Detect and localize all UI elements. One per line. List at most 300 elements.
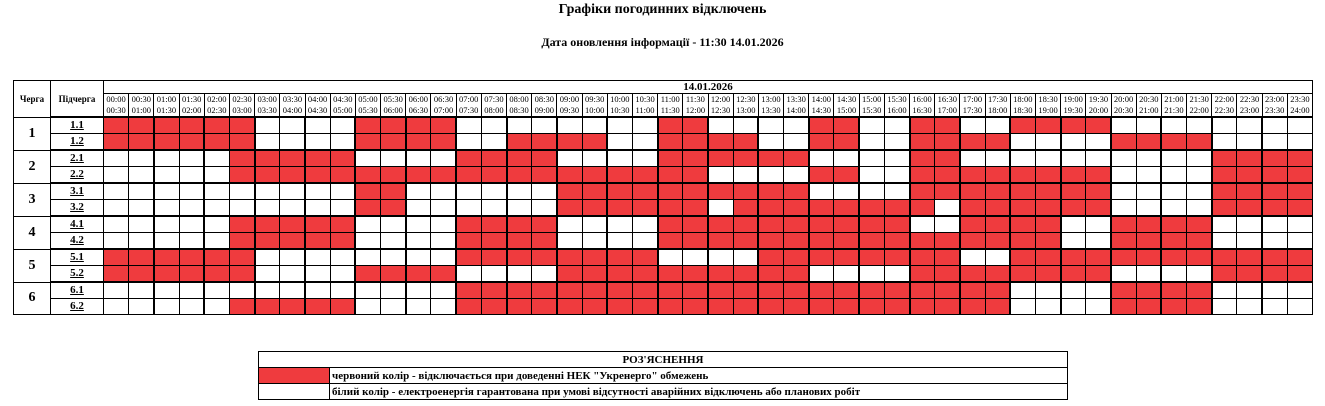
power-cell (532, 117, 557, 134)
time-start: 02:00 (207, 94, 227, 104)
outage-cell (632, 200, 657, 217)
time-end: 12:00 (685, 105, 706, 115)
outage-cell (834, 282, 859, 299)
outage-cell (884, 299, 909, 315)
power-cell (507, 117, 532, 134)
power-cell (1136, 167, 1161, 184)
power-cell (1237, 233, 1262, 250)
time-start: 07:00 (459, 94, 479, 104)
power-cell (305, 183, 330, 200)
power-cell (859, 266, 884, 283)
outage-cell (935, 150, 960, 167)
outage-cell (658, 216, 683, 233)
outage-cell (1035, 117, 1060, 134)
power-cell (179, 299, 204, 315)
outage-cell (960, 200, 985, 217)
outage-cell (859, 216, 884, 233)
time-slot-header (330, 94, 355, 118)
power-cell (708, 249, 733, 266)
power-cell (406, 299, 431, 315)
outage-cell (784, 183, 809, 200)
power-cell (884, 134, 909, 151)
time-end: 09:00 (534, 105, 554, 115)
power-cell (935, 216, 960, 233)
outage-cell (532, 134, 557, 151)
time-slot-header (1035, 94, 1060, 118)
outage-cell (607, 266, 632, 283)
outage-cell (809, 200, 834, 217)
outage-cell (204, 266, 229, 283)
power-cell (1061, 299, 1086, 315)
power-cell (632, 233, 657, 250)
outage-cell (1111, 134, 1136, 151)
power-cell (255, 282, 280, 299)
power-cell (1111, 150, 1136, 167)
outage-cell (683, 167, 708, 184)
time-end: 01:00 (131, 105, 151, 115)
outage-cell (381, 167, 406, 184)
power-cell (1086, 233, 1111, 250)
outage-cell (255, 150, 280, 167)
power-cell (1111, 183, 1136, 200)
subqueue-link[interactable]: 6.2 (51, 299, 104, 315)
table-row (14, 299, 1313, 315)
outage-cell (683, 216, 708, 233)
power-cell (1010, 134, 1035, 151)
outage-cell (456, 233, 481, 250)
power-cell (255, 183, 280, 200)
outage-cell (708, 150, 733, 167)
power-cell (910, 216, 935, 233)
power-cell (154, 150, 179, 167)
power-cell (1187, 183, 1212, 200)
outage-cell (1287, 200, 1312, 217)
power-cell (758, 167, 783, 184)
power-cell (1061, 282, 1086, 299)
outage-cell (733, 200, 758, 217)
time-start: 08:30 (534, 94, 554, 104)
outage-cell (1010, 167, 1035, 184)
outage-cell (910, 233, 935, 250)
time-start: 13:00 (761, 94, 781, 104)
outage-cell (784, 249, 809, 266)
outage-cell (204, 134, 229, 151)
subqueue-link[interactable]: 5.1 (51, 249, 104, 266)
time-start: 09:00 (559, 94, 580, 104)
outage-cell (1287, 249, 1312, 266)
time-start: 18:00 (1013, 94, 1033, 104)
outage-cell (632, 183, 657, 200)
outage-cell (683, 183, 708, 200)
outage-cell (607, 249, 632, 266)
power-cell (1287, 233, 1312, 250)
power-cell (481, 117, 506, 134)
time-start: 14:30 (836, 94, 857, 104)
outage-cell (557, 282, 582, 299)
outage-cell (557, 200, 582, 217)
power-cell (1187, 167, 1212, 184)
power-cell (104, 216, 129, 233)
power-cell (1237, 134, 1262, 151)
power-cell (381, 282, 406, 299)
table-row (14, 249, 1313, 266)
time-slot-header (658, 94, 683, 118)
outage-cell (658, 282, 683, 299)
outage-cell (1187, 299, 1212, 315)
outage-cell (683, 150, 708, 167)
time-end: 04:00 (282, 105, 303, 115)
time-slot-header (960, 94, 985, 118)
outage-cell (910, 167, 935, 184)
time-end: 21:30 (1164, 105, 1184, 115)
queue-number: 5 (14, 249, 51, 282)
power-cell (129, 200, 154, 217)
power-cell (305, 117, 330, 134)
outage-cell (1061, 167, 1086, 184)
outage-cell (632, 249, 657, 266)
outage-cell (834, 200, 859, 217)
power-cell (1035, 150, 1060, 167)
subqueue-link[interactable]: 1.1 (51, 117, 104, 134)
outage-cell (834, 134, 859, 151)
outage-cell (658, 266, 683, 283)
time-slot-header (607, 94, 632, 118)
outage-cell (1136, 249, 1161, 266)
time-slot-header (1111, 94, 1136, 118)
outage-cell (985, 233, 1010, 250)
power-cell (632, 150, 657, 167)
outage-cell (1161, 233, 1186, 250)
time-end: 15:30 (862, 105, 882, 115)
outage-cell (708, 266, 733, 283)
outage-cell (1262, 150, 1287, 167)
power-cell (960, 249, 985, 266)
outage-cell (1212, 150, 1237, 167)
outage-cell (1287, 150, 1312, 167)
outage-cell (658, 183, 683, 200)
outage-cell (683, 200, 708, 217)
outage-cell (1010, 266, 1035, 283)
power-cell (1010, 299, 1035, 315)
update-info: Дата оновлення інформації - 11:30 14.01.2026 (541, 35, 784, 49)
outage-cell (557, 134, 582, 151)
time-slot-header (229, 94, 254, 118)
outage-cell (1262, 183, 1287, 200)
subqueue-link[interactable]: 3.1 (51, 183, 104, 200)
outage-cell (758, 150, 783, 167)
power-cell (330, 117, 355, 134)
outage-cell (809, 134, 834, 151)
power-cell (834, 183, 859, 200)
outage-cell (1136, 282, 1161, 299)
power-cell (859, 117, 884, 134)
outage-cell (809, 117, 834, 134)
power-cell (809, 183, 834, 200)
time-start: 00:30 (131, 94, 151, 104)
time-start: 05:00 (358, 94, 378, 104)
power-cell (884, 183, 909, 200)
time-slot-header (406, 94, 431, 118)
power-cell (1237, 299, 1262, 315)
outage-cell (632, 299, 657, 315)
time-slot-header (1287, 94, 1312, 118)
outage-cell (507, 167, 532, 184)
outage-cell (607, 200, 632, 217)
time-end: 16:30 (912, 105, 932, 115)
outage-cell (532, 233, 557, 250)
time-end: 22:30 (1214, 105, 1235, 115)
time-slot-header (683, 94, 708, 118)
power-cell (784, 167, 809, 184)
outage-cell (859, 249, 884, 266)
outage-cell (229, 167, 254, 184)
time-slot-header (1061, 94, 1086, 118)
time-slot-header (582, 94, 607, 118)
outage-cell (884, 249, 909, 266)
power-cell (154, 183, 179, 200)
power-cell (1262, 117, 1287, 134)
outage-cell (179, 249, 204, 266)
power-cell (1161, 117, 1186, 134)
time-slot-header (381, 94, 406, 118)
power-cell (1010, 282, 1035, 299)
outage-cell (582, 299, 607, 315)
time-end: 06:30 (408, 105, 429, 115)
outage-cell (557, 183, 582, 200)
time-slot-header (910, 94, 935, 118)
outage-cell (481, 282, 506, 299)
power-cell (381, 150, 406, 167)
outage-cell (607, 167, 632, 184)
power-cell (104, 299, 129, 315)
power-cell (381, 249, 406, 266)
power-cell (859, 183, 884, 200)
outage-cell (809, 233, 834, 250)
power-cell (456, 266, 481, 283)
time-start: 12:30 (736, 94, 756, 104)
outage-cell (1161, 134, 1186, 151)
outage-cell (406, 266, 431, 283)
outage-cell (456, 167, 481, 184)
power-cell (1161, 266, 1186, 283)
page-title: Графіки погодинних відключень (558, 2, 767, 17)
outage-cell (784, 233, 809, 250)
time-end: 17:30 (962, 105, 983, 115)
outage-cell (884, 282, 909, 299)
power-cell (1111, 117, 1136, 134)
outage-cell (1262, 167, 1287, 184)
power-cell (104, 200, 129, 217)
time-start: 04:30 (333, 94, 353, 104)
table-row (14, 282, 1313, 299)
queue-number: 2 (14, 150, 51, 183)
outage-cell (1287, 183, 1312, 200)
outage-cell (204, 249, 229, 266)
power-cell (355, 216, 380, 233)
table-row (14, 117, 1313, 134)
outage-cell (507, 150, 532, 167)
outage-cell (305, 299, 330, 315)
power-cell (280, 183, 305, 200)
outage-cell (381, 134, 406, 151)
subqueue-link[interactable]: 4.1 (51, 216, 104, 233)
outage-cell (1237, 150, 1262, 167)
power-cell (607, 216, 632, 233)
outage-cell (1287, 266, 1312, 283)
outage-cell (481, 233, 506, 250)
outage-cell (683, 134, 708, 151)
power-cell (280, 200, 305, 217)
outage-cell (330, 299, 355, 315)
power-cell (1262, 216, 1287, 233)
power-cell (129, 167, 154, 184)
outage-cell (1187, 233, 1212, 250)
time-start: 09:30 (584, 94, 605, 104)
power-cell (1161, 167, 1186, 184)
outage-cell (507, 249, 532, 266)
power-cell (859, 167, 884, 184)
power-cell (204, 282, 229, 299)
power-cell (1212, 117, 1237, 134)
outage-cell (1035, 233, 1060, 250)
outage-cell (1287, 167, 1312, 184)
power-cell (305, 249, 330, 266)
outage-cell (607, 299, 632, 315)
time-end: 15:00 (836, 105, 857, 115)
power-cell (1035, 299, 1060, 315)
outage-cell (1035, 249, 1060, 266)
queue-header: Черга (14, 81, 51, 118)
power-cell (1237, 282, 1262, 299)
outage-cell (632, 167, 657, 184)
table-row (14, 216, 1313, 233)
power-cell (1136, 266, 1161, 283)
power-cell (406, 183, 431, 200)
outage-cell (607, 183, 632, 200)
power-cell (1086, 282, 1111, 299)
outage-cell (985, 167, 1010, 184)
time-end: 07:00 (433, 105, 454, 115)
subqueue-link[interactable]: 6.1 (51, 282, 104, 299)
outage-cell (834, 249, 859, 266)
time-slot-header (557, 94, 582, 118)
time-start: 16:00 (912, 94, 932, 104)
time-slot-header (884, 94, 909, 118)
outage-cell (985, 183, 1010, 200)
outage-cell (1061, 183, 1086, 200)
outage-cell (859, 200, 884, 217)
outage-cell (884, 200, 909, 217)
outage-cell (431, 117, 456, 134)
outage-cell (1136, 216, 1161, 233)
power-cell (204, 216, 229, 233)
power-cell (935, 200, 960, 217)
power-cell (129, 233, 154, 250)
subqueue-link[interactable]: 5.2 (51, 266, 104, 283)
time-start: 03:00 (257, 94, 277, 104)
power-cell (884, 150, 909, 167)
outage-cell (481, 299, 506, 315)
subqueue-link[interactable]: 4.2 (51, 233, 104, 250)
time-start: 19:30 (1088, 94, 1109, 104)
outage-cell (154, 249, 179, 266)
time-end: 22:00 (1189, 105, 1209, 115)
power-cell (1187, 150, 1212, 167)
subqueue-link[interactable]: 1.2 (51, 134, 104, 151)
power-cell (104, 150, 129, 167)
power-cell (532, 200, 557, 217)
date-header: 14.01.2026 (104, 81, 1313, 94)
power-cell (884, 266, 909, 283)
outage-cell (733, 299, 758, 315)
outage-cell (1035, 183, 1060, 200)
outage-cell (1061, 200, 1086, 217)
outage-cell (1111, 282, 1136, 299)
time-slot-header (456, 94, 481, 118)
outage-cell (582, 200, 607, 217)
outage-cell (733, 233, 758, 250)
outage-cell (910, 200, 935, 217)
outage-cell (1111, 249, 1136, 266)
power-cell (1212, 299, 1237, 315)
outage-cell (381, 117, 406, 134)
power-cell (179, 183, 204, 200)
time-start: 21:00 (1164, 94, 1184, 104)
time-start: 10:30 (635, 94, 655, 104)
outage-cell (406, 134, 431, 151)
subqueue-link[interactable]: 2.1 (51, 150, 104, 167)
outage-cell (758, 183, 783, 200)
outage-cell (179, 134, 204, 151)
power-cell (229, 282, 254, 299)
outage-cell (305, 233, 330, 250)
power-cell (431, 183, 456, 200)
subqueue-link[interactable]: 3.2 (51, 200, 104, 217)
outage-cell (809, 299, 834, 315)
power-cell (758, 134, 783, 151)
power-cell (834, 150, 859, 167)
outage-cell (1086, 117, 1111, 134)
power-cell (834, 266, 859, 283)
outage-cell (1136, 134, 1161, 151)
outage-cell (532, 216, 557, 233)
outage-cell (582, 266, 607, 283)
outage-cell (305, 167, 330, 184)
power-cell (255, 117, 280, 134)
outage-cell (935, 299, 960, 315)
time-start: 11:30 (685, 94, 705, 104)
outage-cell (960, 183, 985, 200)
outage-cell (229, 299, 254, 315)
outage-cell (330, 150, 355, 167)
outage-cell (683, 117, 708, 134)
outage-cell (910, 117, 935, 134)
subqueue-link[interactable]: 2.2 (51, 167, 104, 184)
legend (258, 351, 1068, 400)
power-cell (355, 150, 380, 167)
outage-cell (481, 167, 506, 184)
power-cell (960, 117, 985, 134)
power-cell (381, 216, 406, 233)
outage-cell (1010, 249, 1035, 266)
outage-cell (104, 117, 129, 134)
outage-cell (1111, 216, 1136, 233)
outage-cell (1010, 216, 1035, 233)
power-cell (985, 150, 1010, 167)
time-end: 04:30 (307, 105, 328, 115)
outage-cell (280, 150, 305, 167)
time-start: 20:00 (1113, 94, 1134, 104)
